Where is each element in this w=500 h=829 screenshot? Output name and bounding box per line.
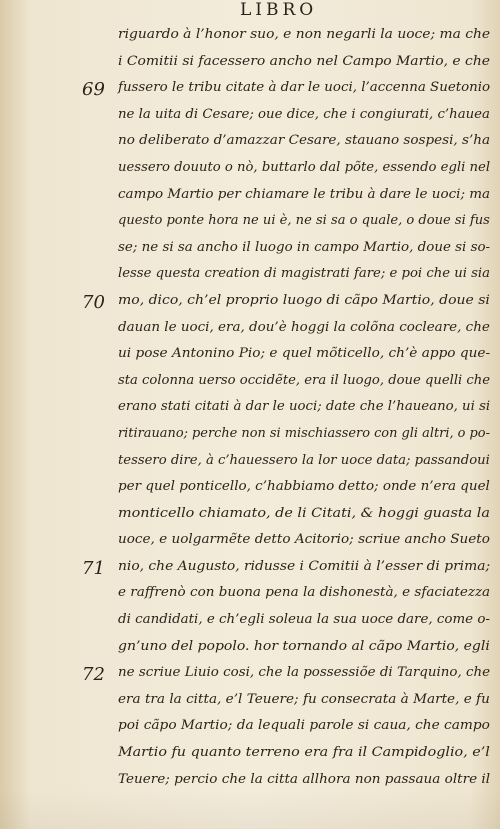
page-shadow [0, 789, 500, 829]
line-text: monticello chiamato, de li Citati, & hoggi guasta la [118, 505, 490, 521]
text-line [118, 607, 490, 634]
line-text: dauan le uoci, era, dou’è hoggi la colõna cocleare, che [118, 319, 490, 335]
text-line [118, 474, 490, 501]
line-text: ne la uita di Cesare; oue dice, che i congiurati, c’haueа [118, 106, 490, 122]
line-text: ui pose Antonino Pio; e quel mõticello, ch’è appo que- [118, 346, 491, 362]
margin-number: 69 [82, 79, 105, 101]
text-line [118, 368, 490, 395]
line-text: i Comitii si facessero ancho nel Campo Martio, e che [118, 53, 491, 69]
text-line [118, 261, 490, 288]
line-text: erano stati citati à dar le uoci; date che l’haueano, ui si [118, 399, 491, 415]
text-line [118, 341, 490, 368]
text-line [118, 634, 490, 661]
margin-number: 71 [82, 557, 105, 579]
line-text: tessero dire, à c’hauessero la lor uoce data; passandoui [118, 452, 490, 468]
text-line [82, 660, 491, 687]
text-line [118, 580, 490, 607]
text-line [118, 315, 490, 342]
line-text: ne scriue Liuio cosi, che la possessiõe di Tarquino, che [118, 665, 491, 681]
text-line [118, 182, 490, 209]
text-line [82, 554, 491, 581]
running-head: LIBRO [240, 0, 318, 20]
line-text: lesse questa creation di magistrati fare; e poi che ui sia [118, 266, 491, 282]
text-line [118, 128, 490, 155]
line-text: nio, che Augusto, ridusse i Comitii à l’esser di prima; [118, 558, 491, 574]
line-text: riguardo à l’honor suo, e non negarli la uoce; ma che [118, 27, 491, 42]
line-text: e raffrenò con buona pena la dishonestà, e sfaciatezza [118, 585, 491, 601]
line-text: no deliberato d’amazzar Cesare, stauano sospesi, s’ha [118, 133, 491, 149]
text-line [118, 22, 490, 49]
line-text: per quel ponticello, c’habbiamo detto; onde n’era quel [118, 479, 490, 495]
line-text: campo Martio per chiamare le tribu à dare le uoci; ma [118, 186, 491, 202]
text-line [82, 288, 490, 315]
text-line [118, 448, 490, 475]
line-text: Teuere; percio che la citta allhora non passaua oltre il [118, 771, 491, 787]
text-line [118, 155, 490, 182]
margin-number: 70 [82, 291, 105, 313]
line-text: gn’uno del popolo. hor tornando al cãpo Martio, egli [118, 638, 490, 654]
text-line [82, 75, 491, 102]
line-text: poi cãpo Martio; da lequali parole si caua, che campo [118, 718, 490, 734]
line-text: sta colonna uerso occidẽte, era il luogo, doue quelli che [118, 372, 491, 388]
line-text: ritirauano; perche non si mischiassero con gli altri, o po- [118, 425, 490, 441]
line-text: mo, dico, ch’el proprio luogo di cãpo Martio, doue si [118, 292, 490, 308]
margin-number: 72 [82, 664, 105, 686]
text-line [118, 208, 490, 235]
text-line [118, 527, 490, 554]
line-text: uessero douuto o nò, buttarlo dal põte, essendo egli nel [118, 159, 491, 175]
text-line [118, 740, 490, 767]
line-text: fussero le tribu citate à dar le uoci, l’accenna Suetonio [118, 80, 491, 96]
line-text: questo ponte hora ne ui è, ne si sa o quale, o doue si fus [118, 213, 490, 229]
text-line [118, 713, 490, 740]
body-text [82, 22, 491, 793]
line-text: di candidati, e ch’egli soleua la sua uoce dare, come o- [118, 612, 490, 628]
line-text: uoce, e uolgarmẽte detto Acitorio; scriue ancho Sueto [118, 532, 490, 548]
text-line [118, 501, 490, 528]
text-line [118, 102, 490, 129]
text-line [118, 235, 490, 262]
text-line [118, 394, 490, 421]
text-line [118, 687, 490, 714]
line-text: era tra la citta, e’l Teuere; fu consecrata à Marte, e fu [118, 691, 490, 707]
line-text: Martio fu quanto terreno era fra il Campidoglio, e’l [118, 745, 490, 761]
text-line [118, 421, 490, 448]
line-text: se; ne si sa ancho il luogo in campo Martio, doue si so- [118, 239, 491, 255]
text-line [118, 49, 490, 76]
